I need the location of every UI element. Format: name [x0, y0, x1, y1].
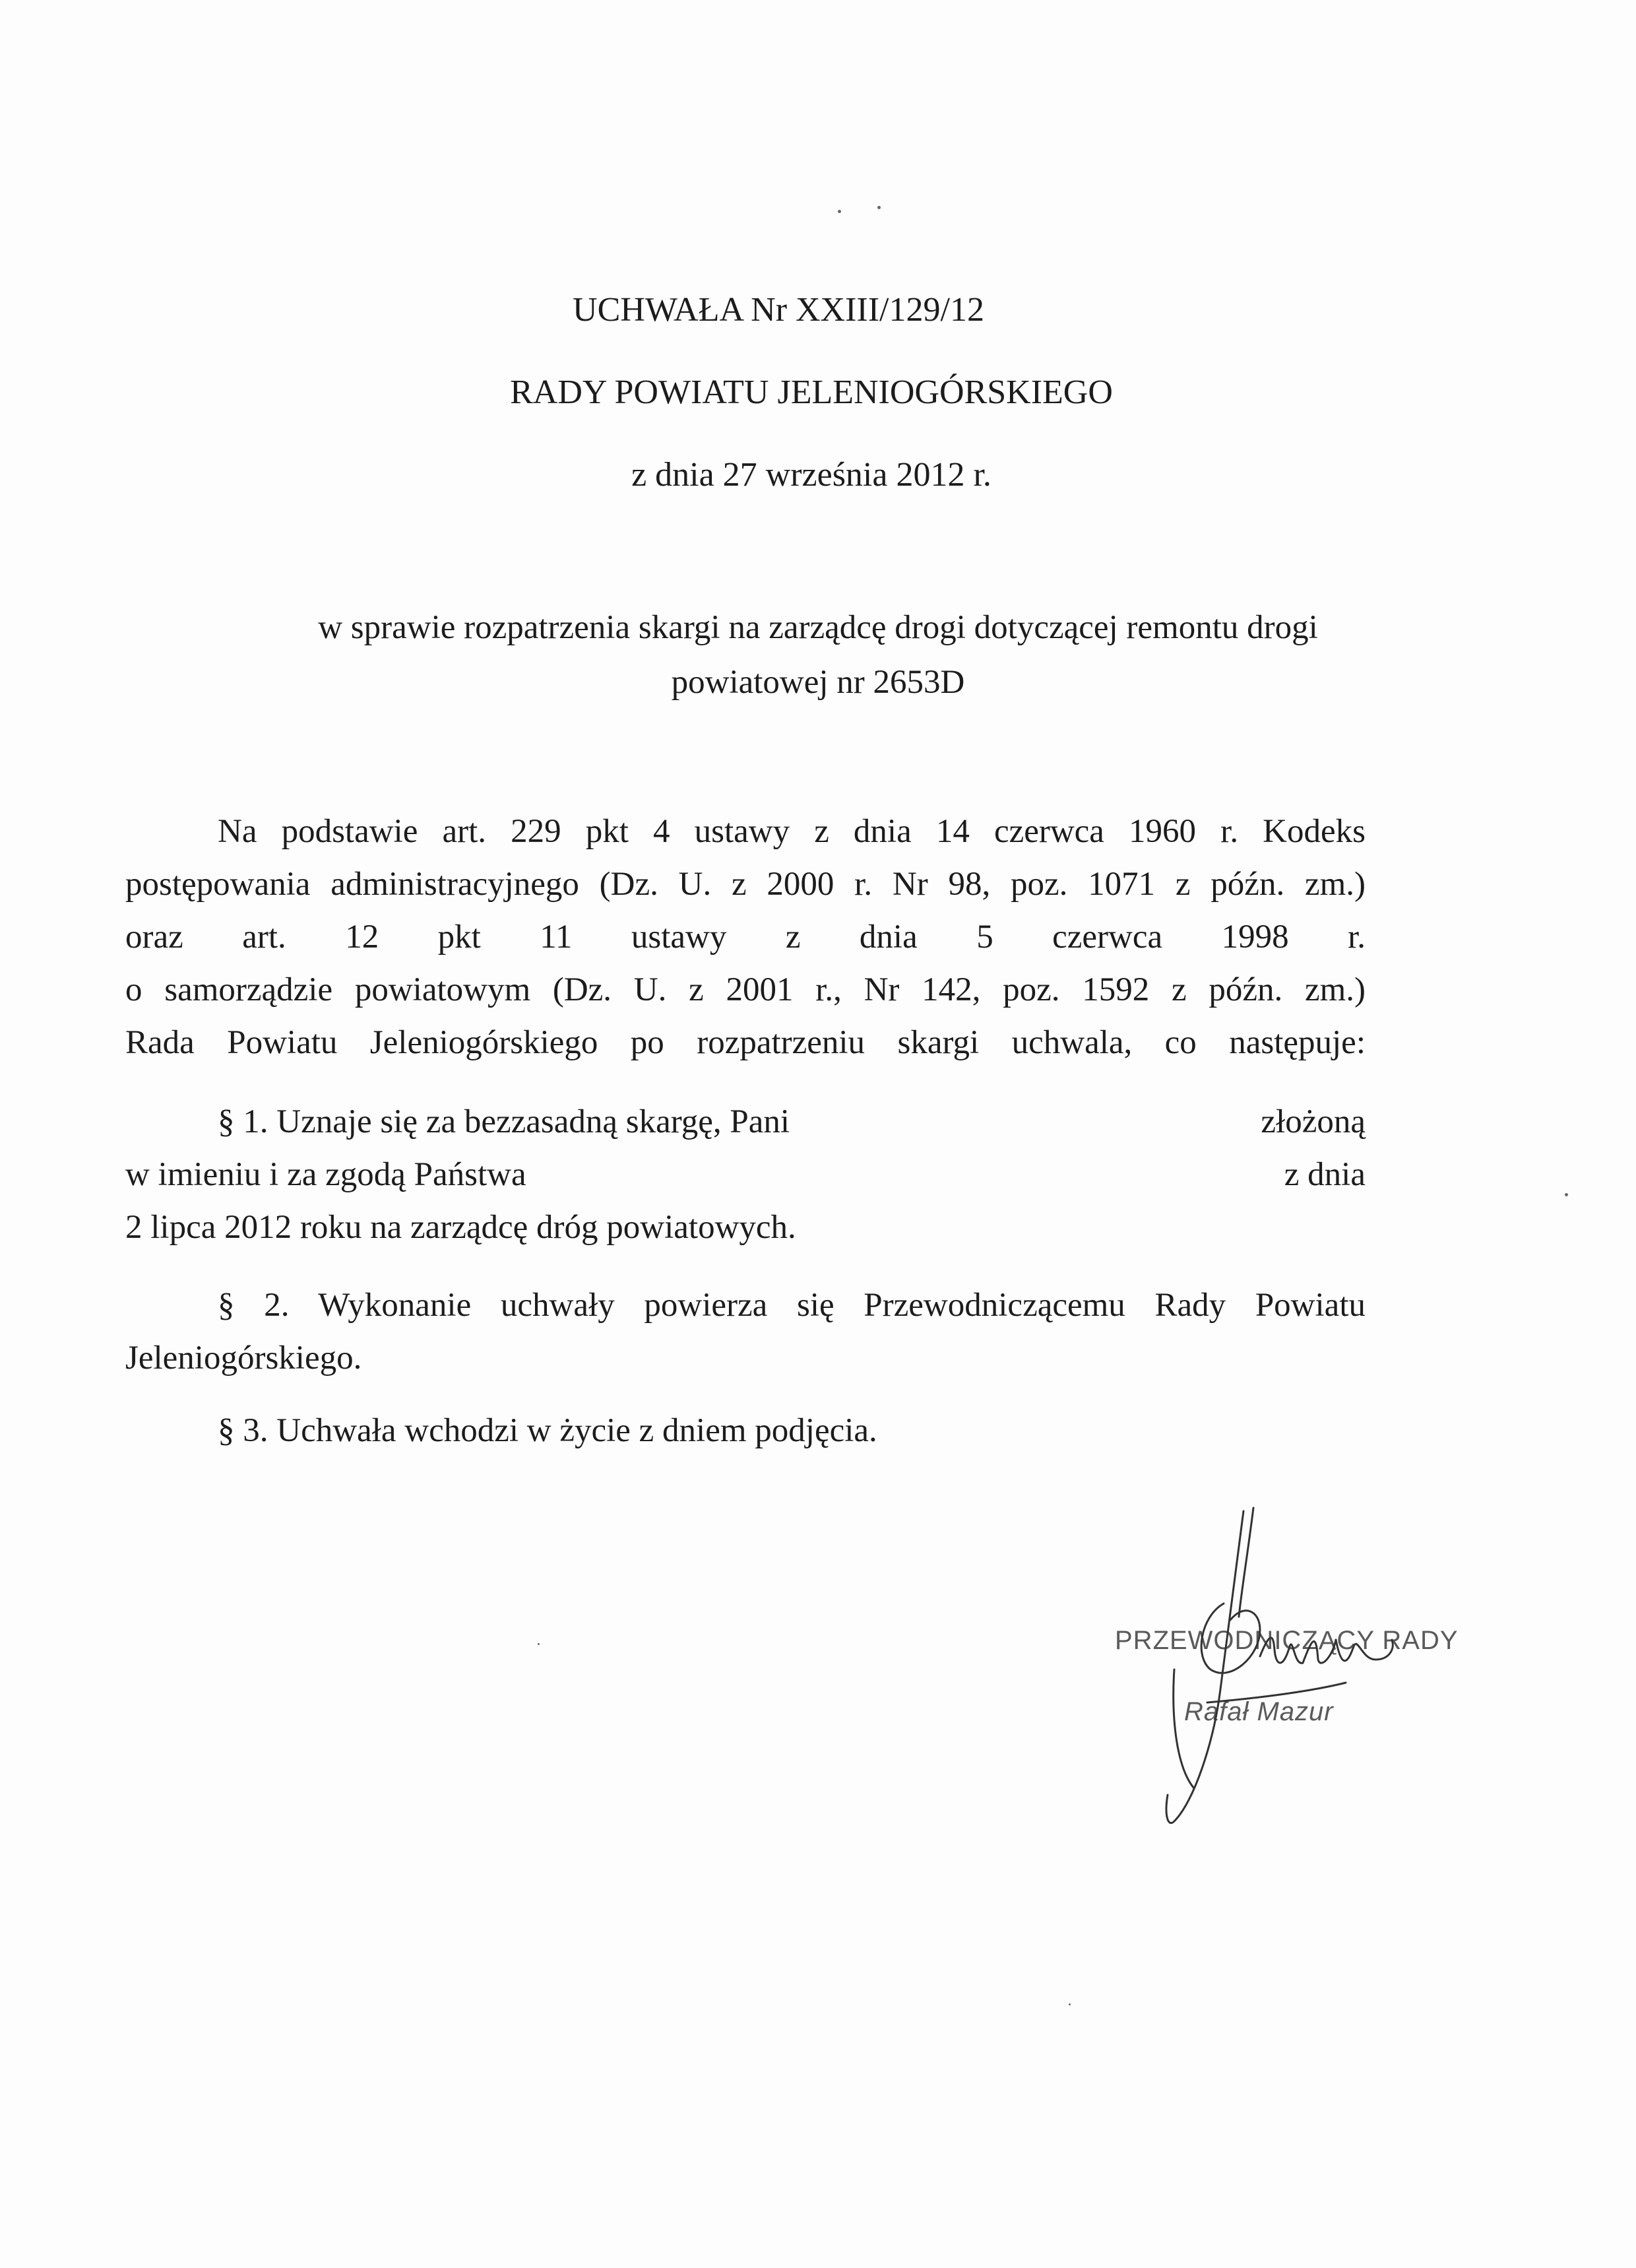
stamp-name: Rafał Mazur — [1184, 1697, 1334, 1726]
paragraph-1 — [125, 1095, 1366, 1254]
preamble-line: Na podstawie art. 229 pkt 4 ustawy z dnia 14 czerwca 1960 r. Kodeks — [218, 813, 1366, 850]
preamble-line: oraz art. 12 pkt 11 ustawy z dnia 5 czerwca 1998 r. — [125, 919, 1366, 956]
preamble — [125, 805, 1366, 1069]
scan-speck — [1565, 1193, 1568, 1196]
resolution-date: z dnia 27 września 2012 r. — [631, 456, 991, 494]
paragraph-3 — [125, 1404, 1366, 1457]
paragraph-2-line-2: Jeleniogórskiego. — [125, 1340, 362, 1377]
paragraph-1-date-prefix: z dnia — [1284, 1156, 1366, 1193]
stamp-title: PRZEWODNICZĄCY RADY — [1115, 1626, 1459, 1655]
preamble-line: postępowania administracyjnego (Dz. U. z 2000 r. Nr 98, poz. 1071 z późn. zm.) — [125, 866, 1366, 903]
paragraph-1-lead: § 1. Uznaje się za bezzasadną skargę, Pani — [218, 1103, 790, 1140]
paragraph-1-on-behalf: w imieniu i za zgodą Państwa — [125, 1156, 526, 1193]
subject-line-1: w sprawie rozpatrzenia skargi na zarządcę drogi dotyczącej remontu drogi — [318, 609, 1318, 646]
subject-line-2: powiatowej nr 2653D — [671, 664, 965, 701]
scan-speck — [538, 1643, 540, 1645]
scan-speck — [877, 206, 881, 209]
paragraph-2 — [125, 1279, 1366, 1384]
paragraph-1-line-3: 2 lipca 2012 roku na zarządcę dróg powiatowych. — [125, 1209, 796, 1246]
issuer-title: RADY POWIATU JELENIOGÓRSKIEGO — [510, 373, 1113, 411]
paragraph-2-line-1: § 2. Wykonanie uchwały powierza się Przewodniczącemu Rady Powiatu — [218, 1287, 1366, 1324]
scan-speck — [838, 210, 841, 213]
redacted-name — [917, 1105, 1286, 1139]
redacted-names — [785, 1157, 1300, 1192]
paragraph-1-submitted: złożoną — [1261, 1103, 1366, 1140]
resolution-number: UCHWAŁA Nr XXIII/129/12 — [573, 291, 984, 329]
scan-speck — [1069, 2003, 1071, 2005]
handwritten-signature — [1095, 1505, 1425, 1848]
preamble-line: Rada Powiatu Jeleniogórskiego po rozpatrzeniu skargi uchwala, co następuje: — [125, 1024, 1366, 1061]
preamble-line: o samorządzie powiatowym (Dz. U. z 2001 r., Nr 142, poz. 1592 z późn. zm.) — [125, 971, 1366, 1008]
paragraph-3-line-1: § 3. Uchwała wchodzi w życie z dniem podjęcia. — [218, 1412, 877, 1449]
